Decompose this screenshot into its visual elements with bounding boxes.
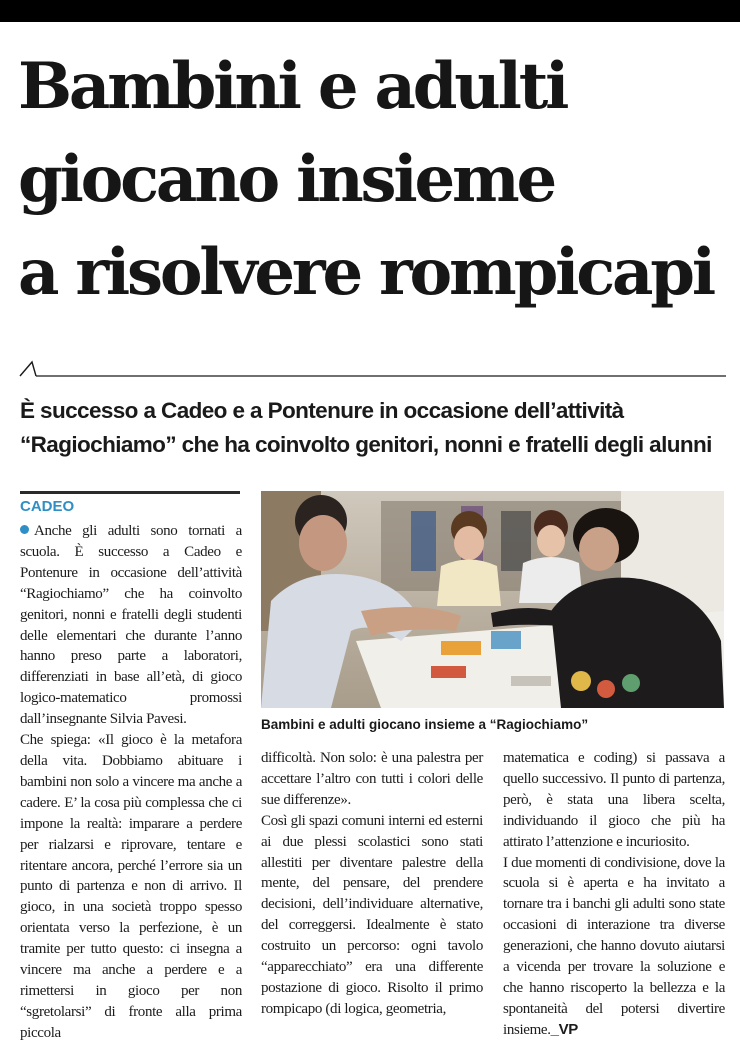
subheadline	[20, 394, 732, 462]
headline-line: Bambini e adulti	[18, 49, 567, 124]
article-paragraph: Anche gli adulti sono tornati a scuola. È successo a Cadeo e Pontenure in occasione dell’attività “Ragiochiamo” che ha coinvolto genitori, nonni e fratelli degli studenti delle elementari che durante l’anno hanno preso parte a laboratori, differenziati in base all’età, di gioco logico-matematico promossi dall’insegnante Silvia Pavesi.	[20, 523, 242, 728]
headline-line: a risolvere rompicapi	[18, 235, 713, 310]
subhead-line: “Ragiochiamo” che ha coinvolto genitori, nonni e fratelli degli alunni	[20, 432, 712, 457]
article-paragraph: difficoltà. Non solo: è una palestra per accettare l’altro con tutti i colori delle sue differenze».	[261, 750, 483, 808]
article-paragraph: I due momenti di condivisione, dove la scuola si è aperta e ha invitato a tornare tra i banchi gli adulti sono state occasioni di interazione tra diverse generazioni, che hanno dovuto aiutarsi a vicenda per trovare la soluzione e che hanno riscoperto la bellezza e la spontaneità del potersi divertire insieme._VP	[503, 854, 725, 1038]
subhead-line: È successo a Cadeo e a Pontenure in occasione dell’attività	[20, 398, 624, 423]
article-photo	[261, 491, 724, 708]
section-rule	[18, 356, 728, 380]
headline	[18, 40, 728, 319]
kicker-rule	[20, 491, 240, 494]
article-paragraph: matematica e coding) si passava a quello successivo. Il punto di partenza, però, è stata una libera scelta, individuando il gioco che più ha attirato l’attenzione e incuriosito.	[503, 750, 725, 850]
top-bar	[0, 0, 740, 22]
article-paragraph: Così gli spazi comuni interni ed esterni ai due plessi scolastici sono stati allestiti per diventare palestre della mente, del pensare, del prendere decisioni, dell’individuare alternative, del correggersi. Idealmente è stato costruito un percorso: ogni tavolo “apparecchiato” era una differente postazione di gioco. Risolto il primo rompicapo (di logica, geometria,	[261, 812, 483, 1017]
headline-line: giocano insieme	[18, 142, 555, 217]
author-signature: _VP	[550, 1020, 578, 1038]
article-column-3	[503, 748, 725, 1041]
article-column-1	[20, 498, 242, 1044]
location-kicker: CADEO	[20, 498, 75, 515]
article-paragraph: Che spiega: «Il gioco è la metafora della vita. Dobbiamo abituare i bambini non solo a vincere ma anche a cadere. E’ la cosa più complessa che ci impone la realtà: imparare a perdere per rialzarsi e riprovare, tentare e ritentare ancora, perché l’errore sia un punto di partenza e non di arrivo. Il gioco, in una società troppo spesso orientata verso la perfezione, è un tramite per tutto questo: ci insegna a vincere ma anche a perdere e a rimettersi in gioco per non “sgretolarsi” di fronte alla prima piccola	[20, 732, 242, 1041]
photo-caption: Bambini e adulti giocano insieme a “Ragiochiamo”	[261, 717, 589, 732]
article-column-2	[261, 748, 483, 1020]
bullet-dot-icon	[20, 525, 29, 534]
